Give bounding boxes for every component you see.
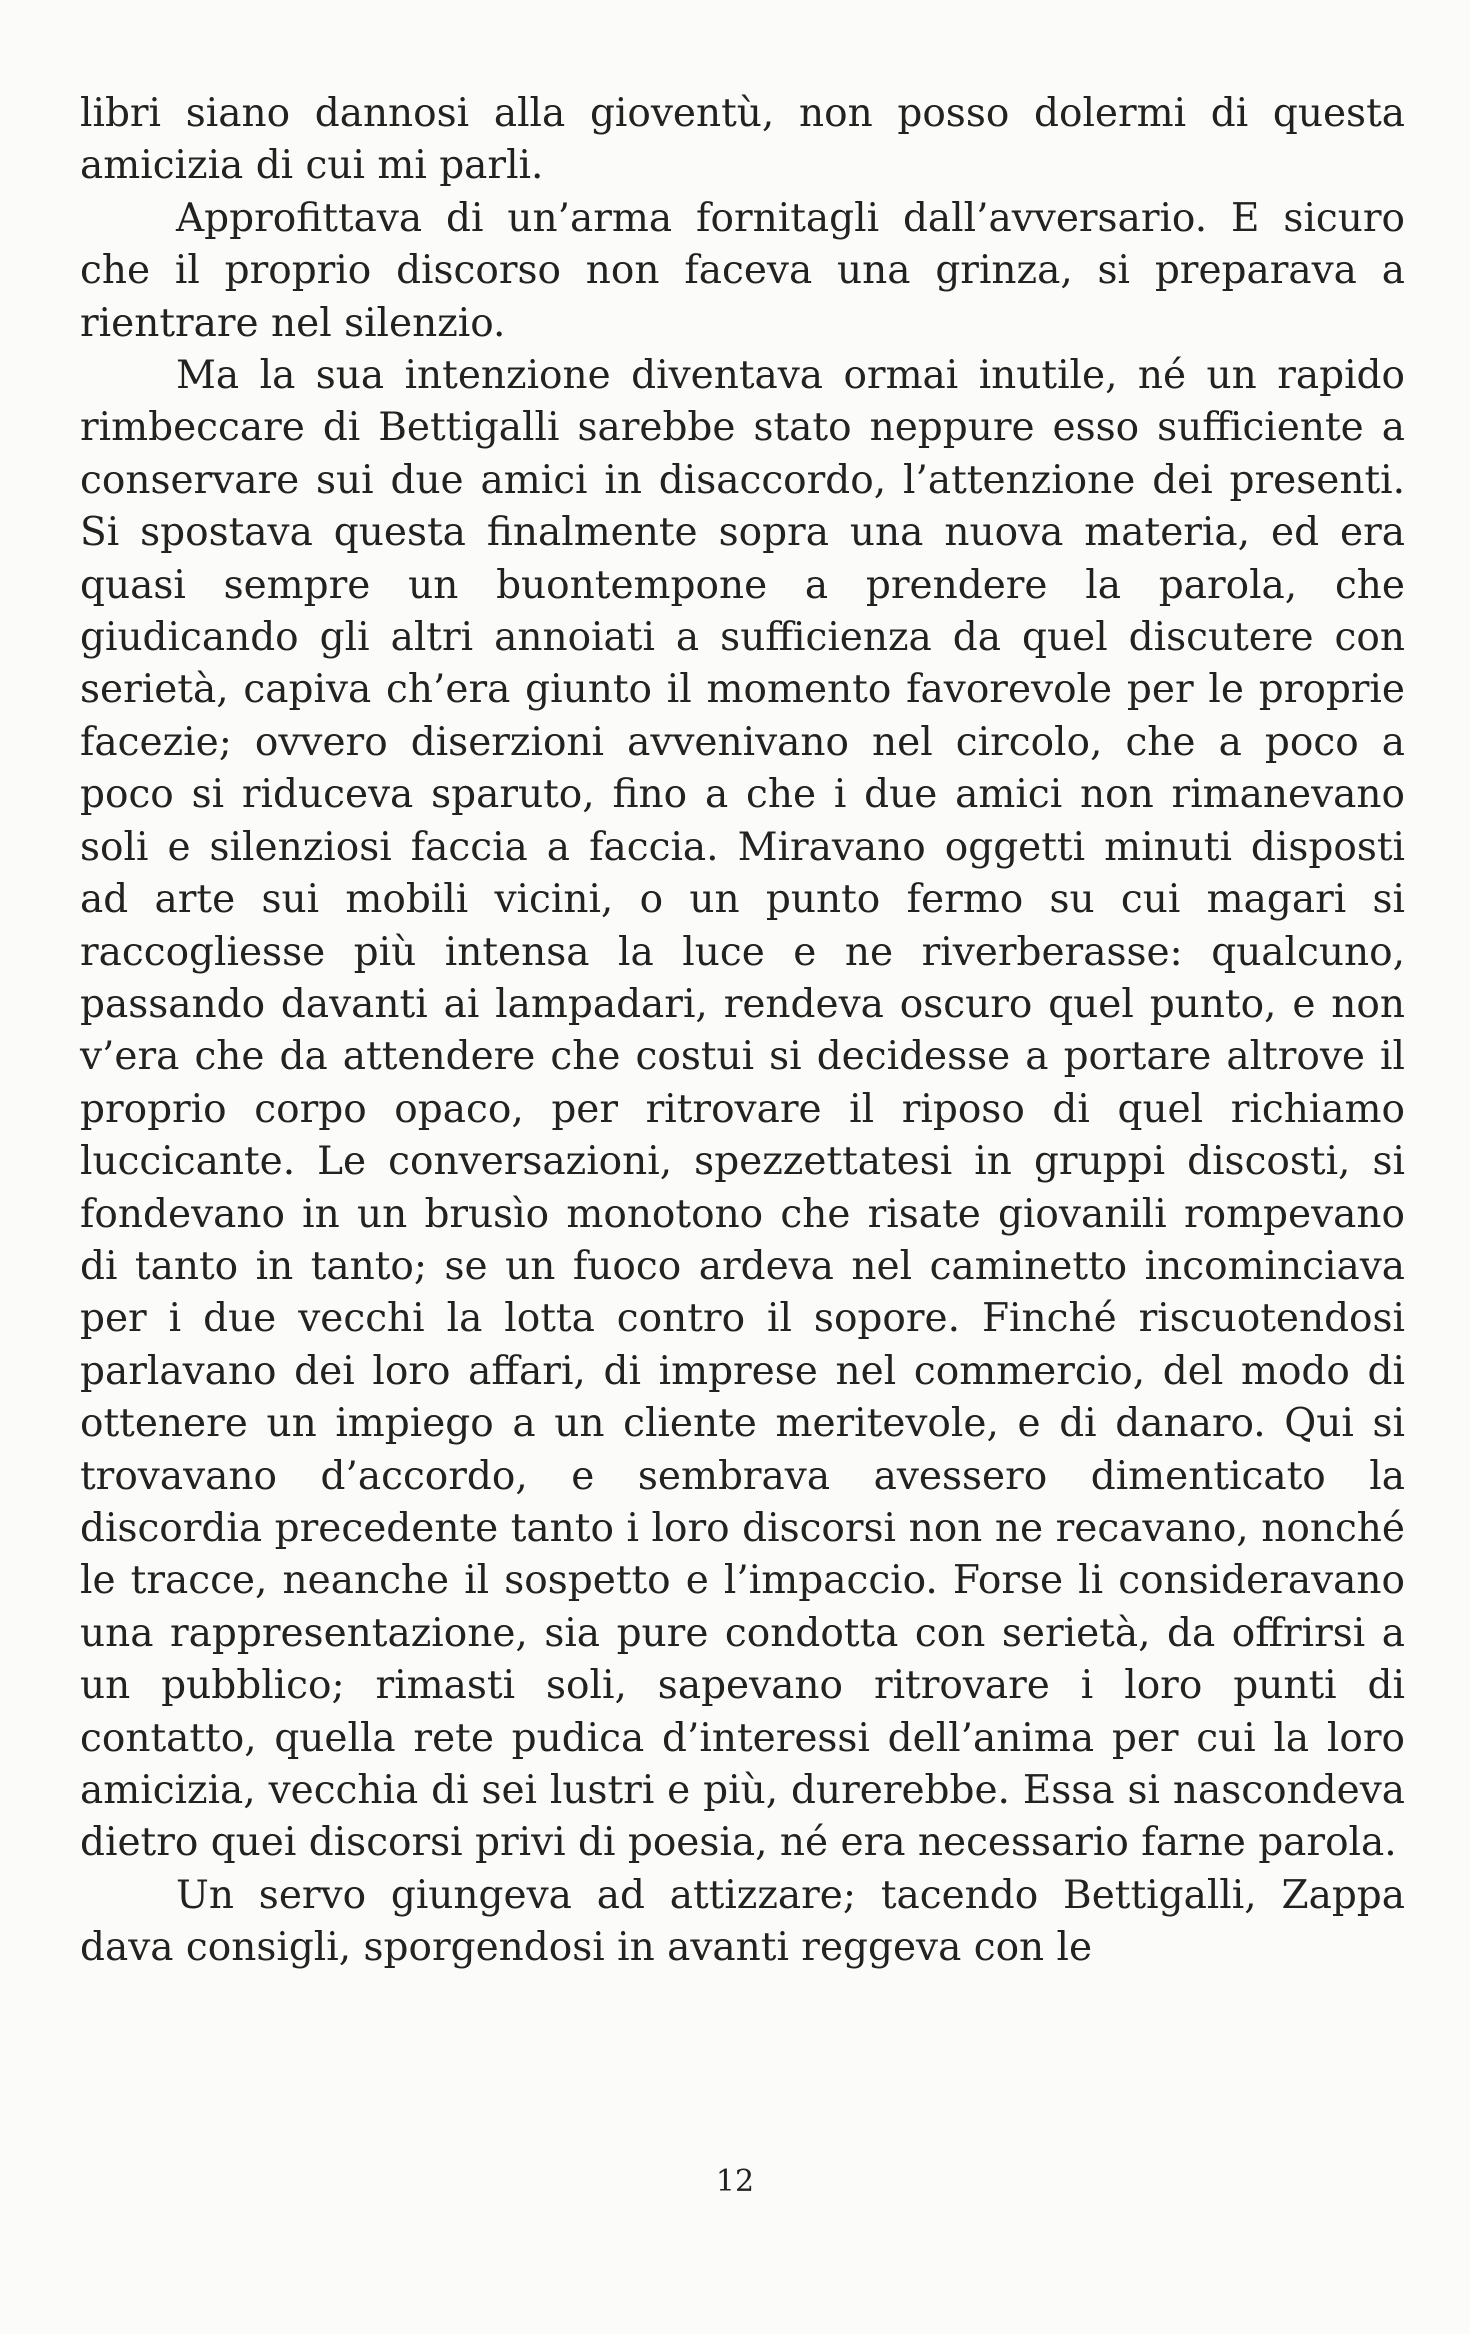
paragraph-continued: libri siano dannosi alla gioventù, non posso dolermi di questa amicizia di cui mi parli. (80, 91, 1405, 189)
body-text (80, 88, 1405, 1975)
paragraph: Un servo giungeva ad attizzare; tacendo Bettigalli, Zappa dava consigli, sporgendosi in avanti reggeva con le (80, 1872, 1405, 1971)
page-number: 12 (715, 2164, 755, 2199)
paragraph: Approfittava di un’arma fornitagli dall’avversario. E sicuro che il proprio discorso non faceva una grinza, si preparava a rientrare nel silenzio. (80, 195, 1405, 346)
paragraph: Ma la sua intenzione diventava ormai inutile, né un rapido rimbeccare di Bettigalli sarebbe stato neppure esso sufficiente a conservare sui due amici in disaccordo, l’attenzione dei presenti. Si spostava questa finalmente sopra una nuova materia, ed era quasi sempre un buontempone a prendere la parola, che giudicando gli altri annoiati a sufficienza da quel discutere con serietà, capiva ch’era giunto il momento favorevole per le proprie facezie; ovvero diserzioni avvenivano nel circolo, che a poco a poco si riduceva sparuto, fino a che i due amici non rimanevano soli e silenziosi faccia a faccia. Miravano oggetti minuti disposti ad arte sui mobili vicini, o un punto fermo su cui magari si raccogliesse più intensa la luce e ne riverberasse: qualcuno, passando davanti ai lampadari, rendeva oscuro quel punto, e non v’era che da attendere che costui si decidesse a portare altrove il proprio corpo opaco, per ritrovare il riposo di quel richiamo luccicante. Le conversazioni, spezzettatesi in gruppi discosti, si fondevano in un brusìo monotono che risate giovanili rompevano di tanto in tanto; se un fuoco ardeva nel caminetto incominciava per i due vecchi la lotta contro il sopore. Finché riscuotendosi parlavano dei loro affari, di imprese nel commercio, del modo di ottenere un impiego a un cliente meritevole, e di danaro. Qui si trovavano d’accordo, e sembrava avessero dimenticato la discordia precedente tanto i loro discorsi non ne recavano, nonché le tracce, neanche il sospetto e l’impaccio. Forse li consideravano una rappresentazione, sia pure condotta con serietà, da offrirsi a un pubblico; rimasti soli, sapevano ritrovare i loro punti di contatto, quella rete pudica d’interessi dell’anima per cui la loro amicizia, vecchia di sei lustri e più, durerebbe. Essa si nascondeva dietro quei discorsi privi di poesia, né era necessario farne parola. (80, 353, 1405, 1866)
